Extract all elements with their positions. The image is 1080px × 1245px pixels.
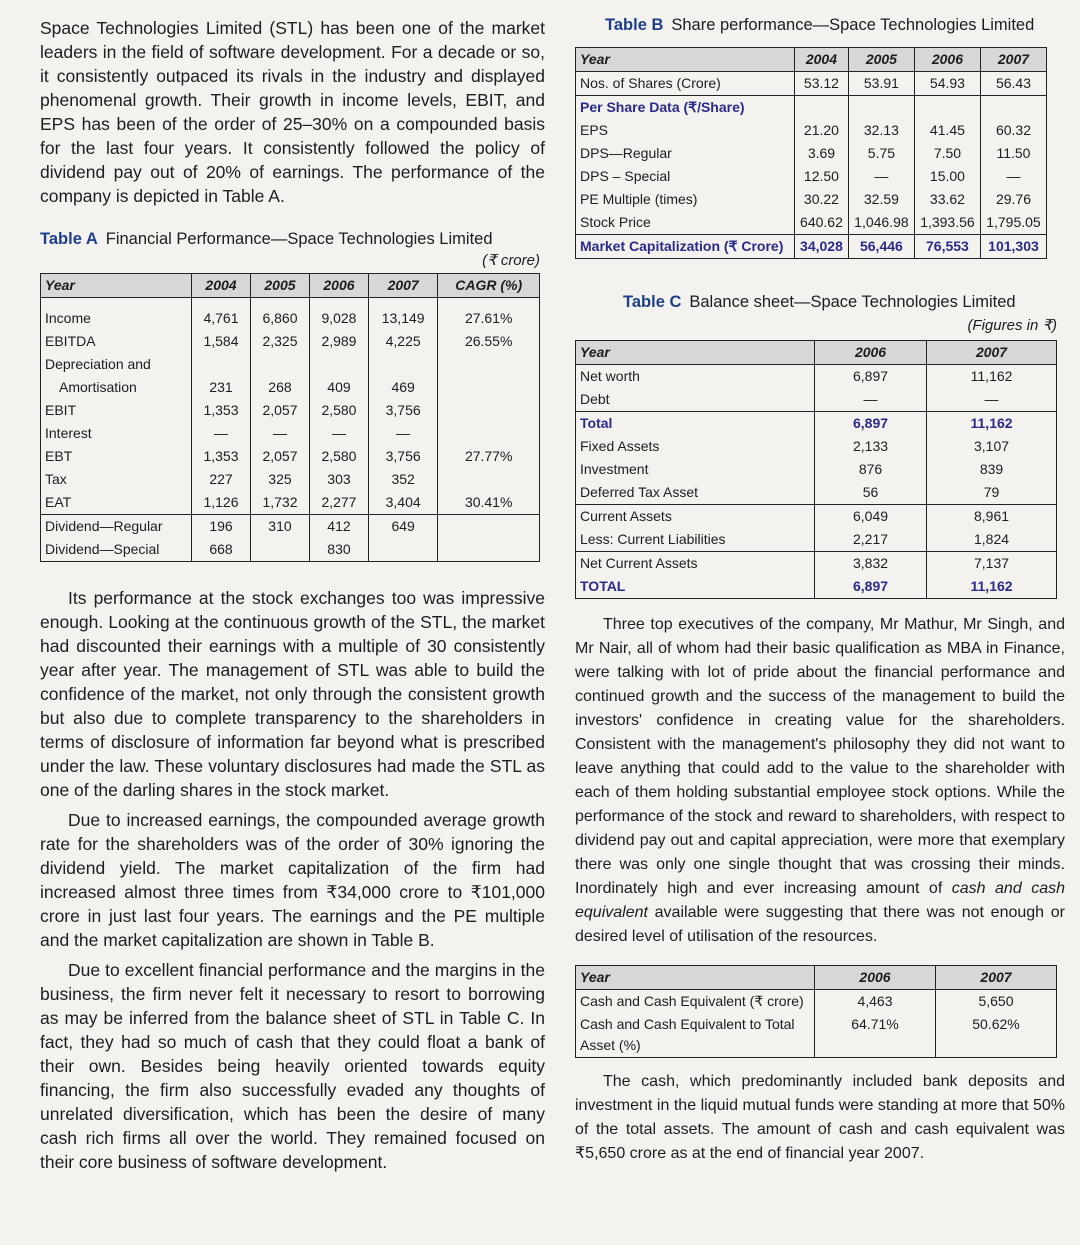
- table-cell: 2,325: [250, 330, 309, 353]
- table-cell: 30.41%: [438, 491, 540, 515]
- row-label: EBITDA: [45, 333, 96, 349]
- column-header: 2007: [927, 341, 1057, 365]
- table-cell: 303: [309, 468, 368, 491]
- row-label: DPS – Special: [580, 168, 671, 184]
- row-label: Net Current Assets: [580, 555, 698, 571]
- column-header: Year: [576, 966, 815, 990]
- column-header: 2007: [936, 966, 1057, 990]
- table-cell: 469: [368, 376, 437, 399]
- table-row: [576, 388, 1057, 412]
- table-cell: [192, 353, 251, 376]
- table-row: [576, 528, 1057, 552]
- table-cell: [250, 538, 309, 562]
- row-label: Less: Current Liabilities: [580, 531, 726, 547]
- table-cell: —: [368, 422, 437, 445]
- table-cell: 2,217: [815, 528, 927, 552]
- row-label: EBIT: [45, 402, 77, 418]
- table-cell: 196: [192, 515, 251, 539]
- table-cell: 33.62: [914, 188, 980, 211]
- table-cell: 7.50: [914, 142, 980, 165]
- table-cell: [914, 96, 980, 120]
- row-label: EBT: [45, 448, 73, 464]
- table-cell: 1,824: [927, 528, 1057, 552]
- table-cell: [438, 376, 540, 399]
- cash-equivalent-emphasis: cash and cash equivalent: [575, 880, 1066, 921]
- table-cell: 54.93: [914, 72, 980, 96]
- table-cell: 2,580: [309, 399, 368, 422]
- table-cell: 50.62%: [936, 1013, 1057, 1058]
- table-row: [41, 538, 540, 562]
- table-row: [41, 376, 540, 399]
- intro-paragraph: Space Technologies Limited (STL) has been one of the market leaders in the field of software development. For a decade or so, it consistently outpaced its rivals in the industry and displayed phenomenal growth. Their growth in income levels, EBIT, and EPS has been of the order of 25–30% on a compounded basis for the last four years. It consistently followed the policy of dividend pay out of 20% of earnings. The performance of the company is depicted in Table A.: [40, 18, 545, 206]
- table-cell: 268: [250, 376, 309, 399]
- table-cell: 6,860: [250, 298, 309, 331]
- left-column: [40, 16, 545, 1174]
- table-cell: 830: [309, 538, 368, 562]
- table-row: [576, 211, 1047, 235]
- table-cell: 11,162: [927, 575, 1057, 599]
- table-cell: [795, 96, 849, 120]
- table-cell: 3,404: [368, 491, 437, 515]
- table-row: [576, 96, 1047, 120]
- table-row: [41, 298, 540, 331]
- row-label: Dividend—Regular: [45, 518, 163, 534]
- column-header: 2007: [980, 48, 1046, 72]
- table-cell: 34,028: [795, 235, 849, 259]
- right-column: [575, 16, 1065, 1166]
- table-cell: 876: [815, 458, 927, 481]
- table-cell: 26.55%: [438, 330, 540, 353]
- column-header: 2006: [815, 966, 936, 990]
- table-b-label: Table B: [605, 16, 664, 34]
- row-label: Cash and Cash Equivalent (₹ crore): [580, 993, 804, 1009]
- row-label: Deferred Tax Asset: [580, 484, 699, 500]
- table-cell: [438, 353, 540, 376]
- table-cell: 1,126: [192, 491, 251, 515]
- row-label: Fixed Assets: [580, 438, 660, 454]
- table-cell: 3.69: [795, 142, 849, 165]
- table-cell: 79: [927, 481, 1057, 505]
- row-label: EAT: [45, 494, 72, 510]
- table-cell: 53.12: [795, 72, 849, 96]
- table-row: [41, 491, 540, 515]
- column-header: Year: [576, 48, 795, 72]
- table-cell: 29.76: [980, 188, 1046, 211]
- table-cell: 13,149: [368, 298, 437, 331]
- table-cell: 7,137: [927, 552, 1057, 576]
- table-row: [576, 552, 1057, 576]
- table-header-row: [576, 341, 1057, 365]
- row-label: Debt: [580, 391, 610, 407]
- table-cash: [575, 965, 1057, 1058]
- table-cell: 1,046.98: [848, 211, 914, 235]
- table-cell: 56: [815, 481, 927, 505]
- executives-text: Three top executives of the company, Mr Mathur, Mr Singh, and Mr Nair, all of whom had their basic qualification as MBA in Finance, were talking with lot of pride about the financial performance and continued growth and the success of the management to build the investors' confidence in creating value for the shareholders. Consistent with the management's philosophy they did not want to leave anything that could add to the value to the shareholder with each of them holding substantial employee stock options. While the performance of the stock and reward to shareholders, with respect to dividend pay out and capital appreciation, were more that exemplary there was only one single thought that was crossing their minds. Inordinately high and ever increasing amount of: [575, 616, 1065, 897]
- row-label: Amortisation: [59, 379, 137, 395]
- column-header: 2004: [192, 274, 251, 298]
- table-row: [576, 188, 1047, 211]
- table-cell: 21.20: [795, 119, 849, 142]
- row-label: Dividend—Special: [45, 541, 160, 557]
- table-c-caption: [623, 293, 1065, 312]
- table-cell: 409: [309, 376, 368, 399]
- table-cell: 4,761: [192, 298, 251, 331]
- table-row: [576, 365, 1057, 389]
- table-cell: 2,133: [815, 435, 927, 458]
- table-row: [576, 235, 1047, 259]
- table-row: [41, 468, 540, 491]
- table-cell: 5,650: [936, 990, 1057, 1014]
- column-header: 2006: [309, 274, 368, 298]
- table-a: [40, 273, 540, 562]
- row-label: Nos. of Shares (Crore): [580, 75, 721, 91]
- balance-paragraph: Due to excellent financial performance and the margins in the business, the firm never felt it necessary to resort to borrowing as may be inferred from the balance sheet of STL in Table C. In fact, they had so much of cash that they could float a bank of their own. Besides being heavily oriented towards equity financing, the firm also successfully evaded any thoughts of unrelated diversification, which has been the desire of many cash rich firms all over the world. They remained focused on their core business of software development.: [40, 960, 545, 1172]
- table-row: [41, 399, 540, 422]
- column-header: CAGR (%): [438, 274, 540, 298]
- table-row: [576, 990, 1057, 1014]
- table-a-title: Financial Performance—Space Technologies Limited: [105, 230, 493, 248]
- table-cell: 11.50: [980, 142, 1046, 165]
- table-cell: 101,303: [980, 235, 1046, 259]
- table-cell: 32.59: [848, 188, 914, 211]
- row-label: Net worth: [580, 368, 640, 384]
- table-cell: 640.62: [795, 211, 849, 235]
- table-header-row: [576, 48, 1047, 72]
- column-header: Year: [41, 274, 192, 298]
- table-cell: 15.00: [914, 165, 980, 188]
- table-row: [41, 422, 540, 445]
- table-cell: 839: [927, 458, 1057, 481]
- table-cell: 27.77%: [438, 445, 540, 468]
- row-label: Interest: [45, 425, 92, 441]
- table-cell: 11,162: [927, 412, 1057, 436]
- table-cell: 5.75: [848, 142, 914, 165]
- table-cell: 8,961: [927, 505, 1057, 529]
- table-cell: 27.61%: [438, 298, 540, 331]
- table-row: [41, 445, 540, 468]
- row-label: Depreciation and: [45, 356, 151, 372]
- row-label: Total: [580, 415, 613, 431]
- column-header: 2006: [914, 48, 980, 72]
- table-cell: 2,277: [309, 491, 368, 515]
- table-cell: —: [250, 422, 309, 445]
- table-cell: [980, 96, 1046, 120]
- row-label: Stock Price: [580, 214, 651, 230]
- table-cell: 64.71%: [815, 1013, 936, 1058]
- table-row: [41, 330, 540, 353]
- row-label: EPS: [580, 122, 609, 138]
- column-header: 2007: [368, 274, 437, 298]
- table-cell: 4,225: [368, 330, 437, 353]
- growth-paragraph: Due to increased earnings, the compounded average growth rate for the shareholders was of the order of 30% ignoring the dividend yield. The market capitalization of the firm had increased almost three times from ₹34,000 crore to ₹101,000 crore in just last four years. The earnings and the PE multiple and the market capitalization are shown in Table B.: [40, 810, 545, 950]
- table-cell: 56.43: [980, 72, 1046, 96]
- table-b-caption: [605, 16, 1065, 35]
- table-cell: [438, 515, 540, 539]
- table-cell: 310: [250, 515, 309, 539]
- table-row: [576, 72, 1047, 96]
- table-cell: [309, 353, 368, 376]
- column-header: 2005: [848, 48, 914, 72]
- table-b: [575, 47, 1047, 259]
- column-header: Year: [576, 341, 815, 365]
- table-cell: [438, 538, 540, 562]
- row-label: DPS—Regular: [580, 145, 672, 161]
- table-b-title: Share performance—Space Technologies Limited: [671, 16, 1035, 34]
- table-cell: 6,897: [815, 365, 927, 389]
- table-row: [576, 458, 1057, 481]
- table-cell: 6,897: [815, 412, 927, 436]
- table-cell: 325: [250, 468, 309, 491]
- row-label: Per Share Data (₹/Share): [580, 99, 745, 115]
- table-cell: 2,057: [250, 399, 309, 422]
- table-row: [576, 575, 1057, 599]
- table-cell: [438, 422, 540, 445]
- table-cell: [438, 468, 540, 491]
- table-cell: 41.45: [914, 119, 980, 142]
- table-row: [41, 353, 540, 376]
- table-cell: 231: [192, 376, 251, 399]
- table-a-label: Table A: [40, 230, 98, 248]
- column-header: 2006: [815, 341, 927, 365]
- table-cell: 649: [368, 515, 437, 539]
- row-label: Current Assets: [580, 508, 672, 524]
- table-row: [576, 505, 1057, 529]
- table-cell: 1,353: [192, 399, 251, 422]
- row-label: Tax: [45, 471, 67, 487]
- column-header: 2004: [795, 48, 849, 72]
- row-label: Cash and Cash Equivalent to Total Asset (%): [580, 1016, 795, 1053]
- table-c-title: Balance sheet—Space Technologies Limited: [689, 293, 1016, 311]
- row-label: Income: [45, 310, 91, 326]
- table-cell: —: [309, 422, 368, 445]
- table-row: [576, 1013, 1057, 1058]
- row-label: TOTAL: [580, 578, 626, 594]
- table-cell: 2,057: [250, 445, 309, 468]
- table-c-label: Table C: [623, 293, 682, 311]
- table-cell: 1,732: [250, 491, 309, 515]
- table-cell: —: [815, 388, 927, 412]
- table-row: [576, 435, 1057, 458]
- table-cell: 53.91: [848, 72, 914, 96]
- table-cell: —: [192, 422, 251, 445]
- row-label: Investment: [580, 461, 649, 477]
- table-cell: [368, 538, 437, 562]
- table-cell: [848, 96, 914, 120]
- table-cell: 3,756: [368, 445, 437, 468]
- performance-paragraph: Its performance at the stock exchanges too was impressive enough. Looking at the continuous growth of the STL, the market had discounted their earnings with a multiple of 30 consistently year after year. The management of STL was able to build the confidence of the market, not only through the consistent growth but also due to complete transparency to the shareholders in terms of disclosure of information far beyond what is prescribed under the law. These voluntary disclosures had made the STL as one of the darling shares in the stock market.: [40, 588, 545, 800]
- table-cell: 2,580: [309, 445, 368, 468]
- table-cell: —: [848, 165, 914, 188]
- table-cell: 9,028: [309, 298, 368, 331]
- table-cell: [368, 353, 437, 376]
- table-cell: 1,795.05: [980, 211, 1046, 235]
- table-row: [576, 119, 1047, 142]
- table-cell: 1,393.56: [914, 211, 980, 235]
- table-cell: 2,989: [309, 330, 368, 353]
- table-cell: [438, 399, 540, 422]
- row-label: Market Capitalization (₹ Crore): [580, 238, 784, 254]
- table-cell: 76,553: [914, 235, 980, 259]
- table-cell: 3,107: [927, 435, 1057, 458]
- table-cell: 1,584: [192, 330, 251, 353]
- table-cell: 4,463: [815, 990, 936, 1014]
- table-cell: 6,897: [815, 575, 927, 599]
- table-cell: 6,049: [815, 505, 927, 529]
- table-cell: 32.13: [848, 119, 914, 142]
- table-row: [576, 165, 1047, 188]
- column-header: 2005: [250, 274, 309, 298]
- executives-text-end: available were suggesting that there was not enough or desired level of utilisation of the resources.: [575, 904, 1065, 945]
- table-cell: 227: [192, 468, 251, 491]
- table-a-unit: (₹ crore): [482, 252, 540, 269]
- cash-paragraph: The cash, which predominantly included bank deposits and investment in the liquid mutual funds were standing at more that 50% of the total assets. The amount of cash and cash equivalent was ₹5,650 crore as at the end of financial year 2007.: [575, 1073, 1065, 1162]
- table-cell: 56,446: [848, 235, 914, 259]
- table-cell: [250, 353, 309, 376]
- table-cell: —: [980, 165, 1046, 188]
- table-cell: 352: [368, 468, 437, 491]
- table-cell: 12.50: [795, 165, 849, 188]
- table-a-caption: [40, 230, 545, 249]
- table-header-row: [576, 966, 1057, 990]
- table-c: [575, 340, 1057, 599]
- table-cell: 3,832: [815, 552, 927, 576]
- table-row: [576, 412, 1057, 436]
- table-row: [41, 515, 540, 539]
- table-cell: 3,756: [368, 399, 437, 422]
- table-cell: 60.32: [980, 119, 1046, 142]
- table-header-row: [41, 274, 540, 298]
- executives-paragraph: [575, 613, 1065, 949]
- table-cell: 1,353: [192, 445, 251, 468]
- table-cell: 668: [192, 538, 251, 562]
- row-label: PE Multiple (times): [580, 191, 698, 207]
- table-cell: 412: [309, 515, 368, 539]
- table-row: [576, 142, 1047, 165]
- table-row: [576, 481, 1057, 505]
- table-cell: 11,162: [927, 365, 1057, 389]
- table-cell: —: [927, 388, 1057, 412]
- table-cell: 30.22: [795, 188, 849, 211]
- table-c-unit: (Figures in ₹): [967, 317, 1057, 334]
